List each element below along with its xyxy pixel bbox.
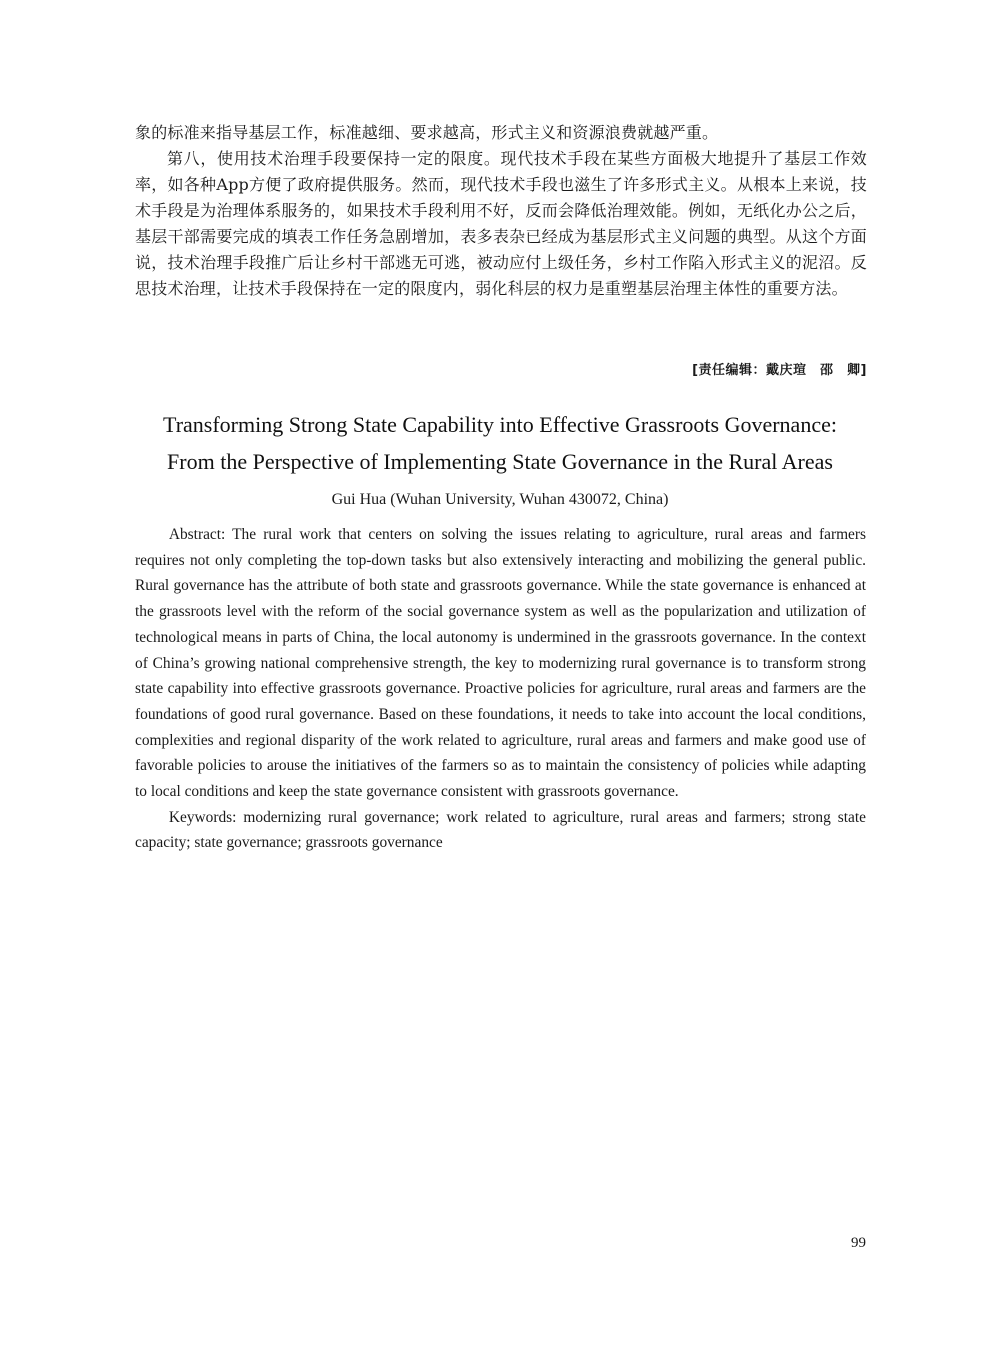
- abstract-paragraph: [135, 522, 866, 805]
- chinese-paragraph-continuation: 象的标准来指导基层工作，标准越细、要求越高，形式主义和资源浪费就越严重。: [135, 123, 719, 142]
- author-affiliation: Gui Hua (Wuhan University, Wuhan 430072, China): [331, 491, 669, 508]
- english-article-title: [100, 406, 900, 480]
- english-title-line-2: From the Perspective of Implementing State Governance in the Rural Areas: [167, 449, 833, 474]
- chinese-paragraph-eighth-point: 第八，使用技术治理手段要保持一定的限度。现代技术手段在某些方面极大地提升了基层工作效率，如各种App方便了政府提供服务。然而，现代技术手段也滋生了许多形式主义。从根本上来说，技术手段是为治理体系服务的，如果技术手段利用不好，反而会降低治理效能。例如，无纸化办公之后，基层干部需要完成的填表工作任务急剧增加，表多表杂已经成为基层形式主义问题的典型。从这个方面说，技术治理手段推广后让乡村干部逃无可逃，被动应付上级任务，乡村工作陷入形式主义的泥沼。反思技术治理，让技术手段保持在一定的限度内，弱化科层的权力是重塑基层治理主体性的重要方法。: [135, 149, 867, 298]
- keywords-label: Keywords:: [168, 808, 237, 826]
- keywords-text: modernizing rural governance; work related to agriculture, rural areas and farmers; strong state capacity; state governance; grassroots governance: [135, 808, 866, 852]
- abstract-text: The rural work that centers on solving the issues relating to agriculture, rural areas and farmers requires not only completing the top-down tasks but also extensively interacting and mobilizing the general public. Rural governance has the attribute of both state and grassroots governance. While the state governance is enhanced at the grassroots level with the reform of the social governance system as well as the popularization and utilization of technological means in parts of China, the local autonomy is undermined in the grassroots governance. In the context of China’s growing national comprehensive strength, the key to modernizing rural governance is to transform strong state capability into effective grassroots governance. Proactive policies for agriculture, rural areas and farmers are the foundations of good rural governance. Based on these foundations, it needs to take into account the local conditions, complexities and regional disparity of the work related to agriculture, rural areas and farmers and make good use of favorable policies to arouse the initiatives of the farmers so as to maintain the consistency of policies while adapting to local conditions and keep the state governance consistent with grassroots governance.: [135, 526, 866, 801]
- keywords-paragraph: [135, 805, 866, 856]
- responsible-editor-note: [责任编辑：戴庆瑄 邵 卿]: [692, 363, 867, 378]
- chinese-body-text: [135, 120, 867, 302]
- page-number: 99: [851, 1235, 866, 1251]
- english-title-line-1: Transforming Strong State Capability into Effective Grassroots Governance:: [163, 412, 837, 437]
- english-abstract-block: [135, 522, 866, 856]
- abstract-label: Abstract:: [168, 526, 226, 543]
